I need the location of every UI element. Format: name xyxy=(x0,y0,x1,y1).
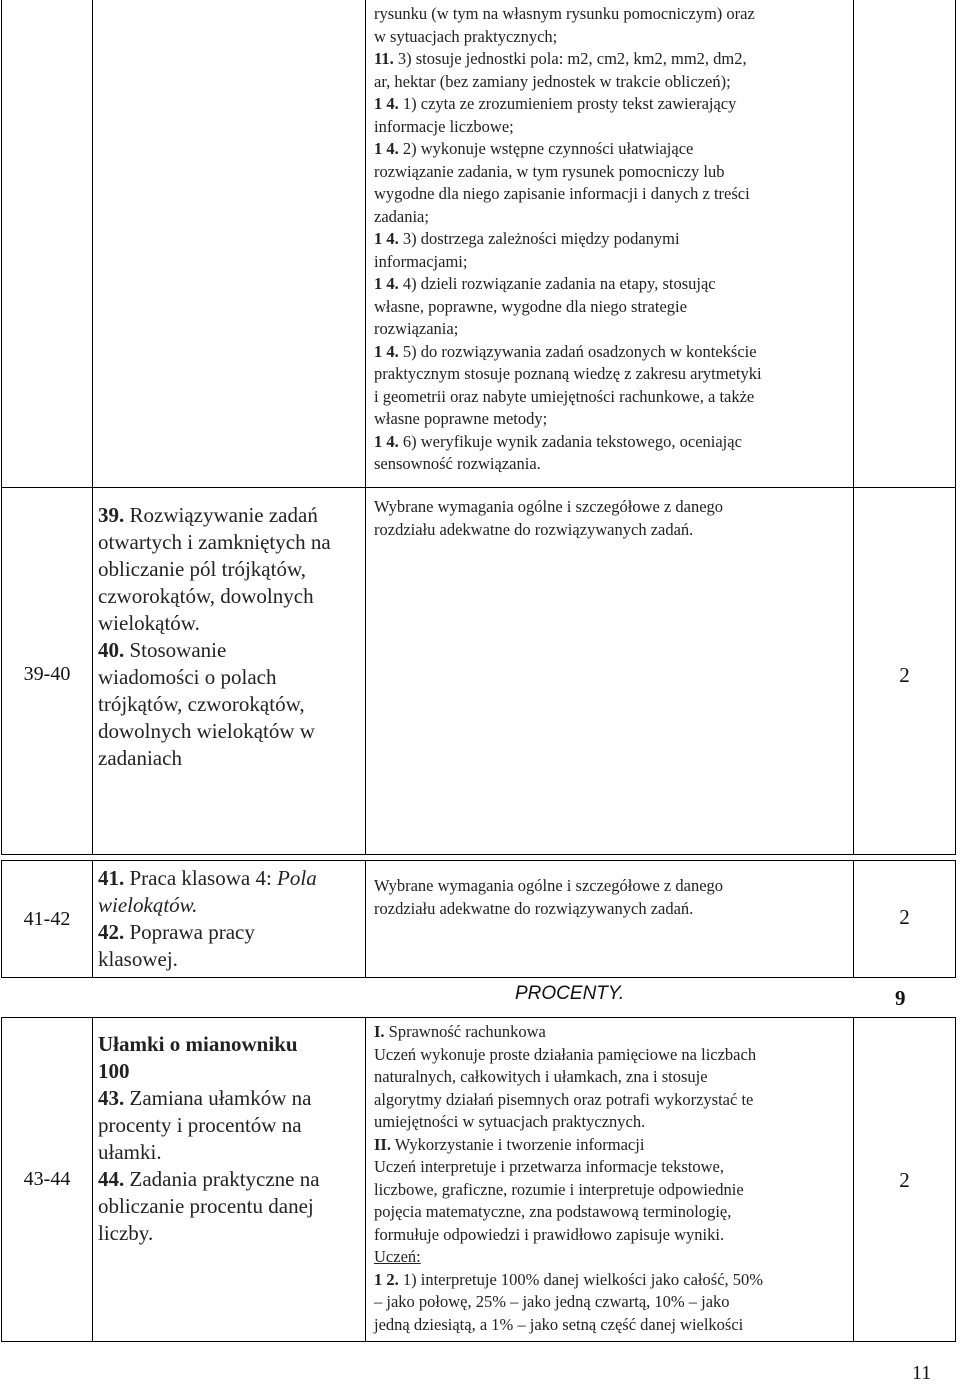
req-line: ar, hektar (bez zamiany jednostek w trakcie obliczeń); xyxy=(374,71,731,91)
lesson-line: wiadomości o polach xyxy=(98,665,277,689)
req-line: zadania; xyxy=(374,206,429,226)
lesson-title-line: 100 xyxy=(98,1059,130,1083)
section-hours: 9 xyxy=(895,986,906,1010)
table2-right xyxy=(955,860,956,978)
req-line: – jako połowę, 25% – jako jedną czwartą, 10% – jako xyxy=(374,1292,730,1311)
req-line: praktycznym stosuje poznaną wiedzę z zakresu arytmetyki xyxy=(374,364,762,383)
req-line: jedną dziesiątą, a 1% – jako setną część danej wielkości xyxy=(374,1314,744,1334)
table3-col2 xyxy=(365,1017,366,1342)
section-title: PROCENTY. xyxy=(515,983,625,1004)
req-line: i geometrii oraz nabyte umiejętności rachunkowe, a także xyxy=(374,386,755,406)
lesson-line: 41. Praca klasowa 4: Pola xyxy=(98,866,317,890)
req-line: 1 2. 1) interpretuje 100% danej wielkości jako całość, 50% xyxy=(374,1269,764,1289)
lesson-line: 40. Stosowanie xyxy=(98,638,227,662)
req-line: Wybrane wymagania ogólne i szczegółowe z danego xyxy=(374,876,724,895)
requirements-43-44 xyxy=(374,1021,852,1336)
req-line: 1 4. 6) weryfikuje wynik zadania tekstowego, oceniając xyxy=(374,431,742,451)
lesson-line: obliczanie procentu danej xyxy=(98,1194,314,1218)
req-line: naturalnych, całkowitych i ułamkach, zna i stosuje xyxy=(374,1067,708,1086)
table2-bottom xyxy=(1,977,956,978)
table3-right xyxy=(955,1017,956,1342)
req-line: formułuje odpowiedzi i prawidłowo zapisuje wyniki. xyxy=(374,1224,725,1244)
lesson-line: ułamki. xyxy=(98,1140,162,1164)
req-line: wygodne dla niego zapisanie informacji i danych z treści xyxy=(374,184,750,203)
req-line: własne, poprawne, wygodne dla niego strategie xyxy=(374,296,687,316)
table2-col1 xyxy=(92,860,93,978)
req-line: rysunku (w tym na własnym rysunku pomocniczym) oraz xyxy=(374,4,755,23)
req-line: II. Wykorzystanie i tworzenie informacji xyxy=(374,1134,645,1154)
req-line: Uczeń wykonuje proste działania pamięciowe na liczbach xyxy=(374,1044,757,1064)
req-line: umiejętności w sytuacjach praktycznych. xyxy=(374,1112,646,1131)
req-line: Wybrane wymagania ogólne i szczegółowe z danego xyxy=(374,497,724,516)
lesson-line: obliczanie pól trójkątów, xyxy=(98,557,306,581)
lesson-line: dowolnych wielokątów w xyxy=(98,719,315,743)
lesson-topic-43-44 xyxy=(98,1031,363,1247)
hours-39-40: 2 xyxy=(899,663,910,687)
table3-top xyxy=(1,1017,956,1018)
lesson-topic-39-40 xyxy=(98,502,363,772)
lesson-line: wielokątów. xyxy=(98,893,198,917)
row-number-43-44: 43-44 xyxy=(23,1168,71,1190)
req-line: 1 4. 3) dostrzega zależności między podanymi xyxy=(374,229,680,248)
req-line: rozwiązania; xyxy=(374,319,459,338)
row-divider-top xyxy=(1,487,956,488)
column-divider-1 xyxy=(92,0,93,855)
req-line: algorytmy działań pisemnych oraz potrafi wykorzystać te xyxy=(374,1089,754,1109)
table-border-left xyxy=(1,0,2,855)
row-number-39-40: 39-40 xyxy=(23,663,71,685)
continuation-requirements xyxy=(374,3,849,476)
table2-col2 xyxy=(365,860,366,978)
table3-bottom xyxy=(1,1341,956,1342)
requirements-41-42 xyxy=(374,875,849,920)
req-line: rozdziału adekwatne do rozwiązywanych zadań. xyxy=(374,519,694,539)
lesson-topic-41-42 xyxy=(98,865,363,973)
page-number: 11 xyxy=(912,1362,932,1384)
lesson-line: 39. Rozwiązywanie zadań xyxy=(98,503,318,527)
lesson-line: procenty i procentów na xyxy=(98,1113,302,1137)
lesson-line: otwartych i zamkniętych na xyxy=(98,530,331,554)
lesson-line: wielokątów. xyxy=(98,611,200,635)
req-line: informacje liczbowe; xyxy=(374,116,514,136)
req-line: 1 4. 5) do rozwiązywania zadań osadzonych w kontekście xyxy=(374,341,757,361)
req-line: 1 4. 4) dzieli rozwiązanie zadania na etapy, stosując xyxy=(374,274,716,293)
lesson-line: 42. Poprawa pracy xyxy=(98,920,255,944)
lesson-line: zadaniach xyxy=(98,746,182,770)
row-divider-bottom xyxy=(1,854,956,855)
lesson-line: 44. Zadania praktyczne na xyxy=(98,1167,320,1191)
hours-41-42: 2 xyxy=(899,905,910,929)
req-line: pojęcia matematyczne, zna podstawową terminologię, xyxy=(374,1202,732,1221)
req-line: liczbowe, graficzne, rozumie i interpretuje odpowiednie xyxy=(374,1179,744,1199)
row-number-41-42: 41-42 xyxy=(23,908,71,930)
lesson-line: liczby. xyxy=(98,1221,154,1245)
requirements-39-40 xyxy=(374,496,849,541)
table-border-right xyxy=(955,0,956,855)
req-line: Uczeń: xyxy=(374,1247,421,1266)
table2-top xyxy=(1,860,956,861)
req-line: w sytuacjach praktycznych; xyxy=(374,26,558,46)
req-line: sensowność rozwiązania. xyxy=(374,454,541,473)
lesson-line: czworokątów, dowolnych xyxy=(98,584,314,608)
lesson-title-line: Ułamki o mianowniku xyxy=(98,1032,298,1056)
req-line: rozwiązanie zadania, w tym rysunek pomocniczy lub xyxy=(374,161,725,181)
lesson-line: klasowej. xyxy=(98,947,178,971)
req-line: 1 4. 1) czyta ze zrozumieniem prosty tekst zawierający xyxy=(374,94,737,113)
req-line: 11. 3) stosuje jednostki pola: m2, cm2, km2, mm2, dm2, xyxy=(374,49,747,68)
lesson-line: 43. Zamiana ułamków na xyxy=(98,1086,312,1110)
req-line: rozdziału adekwatne do rozwiązywanych zadań. xyxy=(374,898,694,918)
column-divider-2 xyxy=(365,0,366,855)
column-divider-3 xyxy=(853,0,854,855)
req-line: 1 4. 2) wykonuje wstępne czynności ułatwiające xyxy=(374,139,694,158)
req-line: I. Sprawność rachunkowa xyxy=(374,1022,546,1041)
lesson-line: trójkątów, czworokątów, xyxy=(98,692,305,716)
table3-col1 xyxy=(92,1017,93,1342)
req-line: Uczeń interpretuje i przetwarza informacje tekstowe, xyxy=(374,1157,724,1176)
req-line: informacjami; xyxy=(374,251,468,271)
req-line: własne poprawne metody; xyxy=(374,409,548,428)
hours-43-44: 2 xyxy=(899,1168,910,1192)
